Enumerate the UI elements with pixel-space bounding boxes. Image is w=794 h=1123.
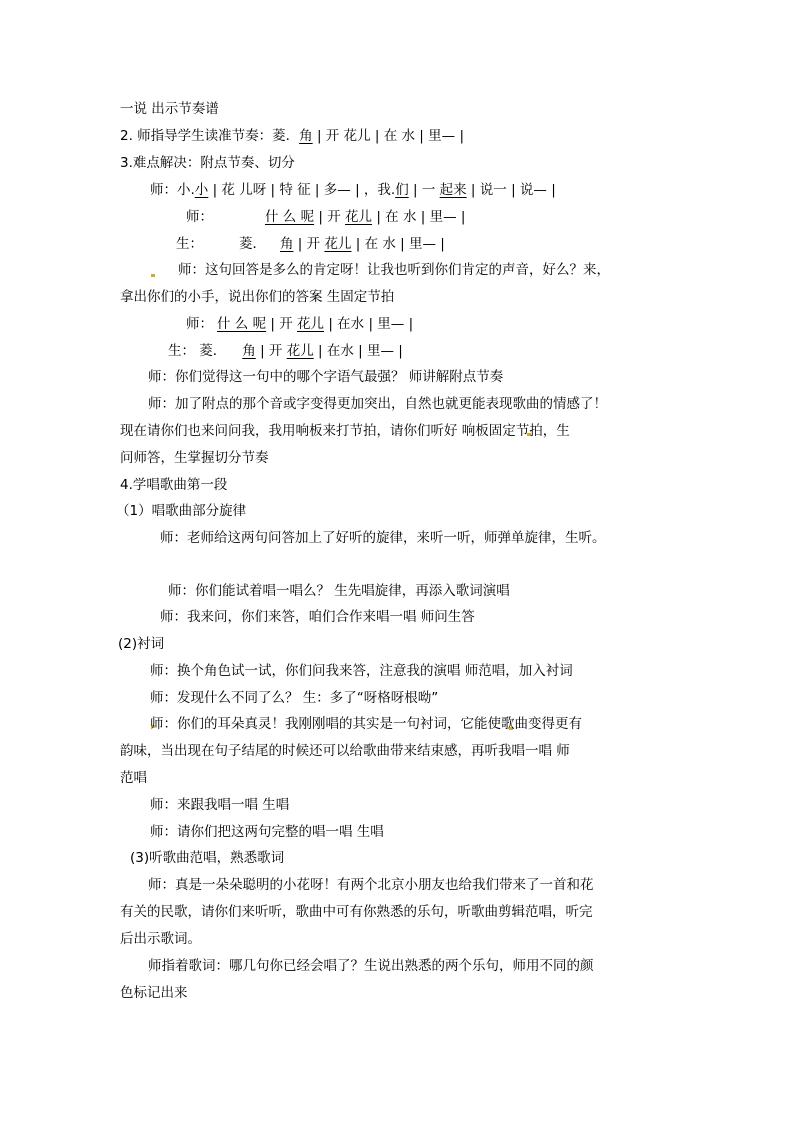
underlined-text: 花儿	[286, 343, 314, 359]
text-segment: | 一	[408, 182, 440, 198]
text-line: 范唱	[120, 770, 147, 786]
underlined-text: 们	[395, 182, 409, 198]
text-line: 问师答，生掌握切分节奏	[120, 450, 269, 466]
text-line: 师：你们觉得这一句中的哪个字语气最强？ 师讲解附点节奏	[148, 369, 504, 385]
underlined-text: 起来	[439, 182, 467, 198]
text-segment: | 开	[293, 236, 325, 252]
text-segment: 师：	[186, 316, 213, 332]
text-line: (2)衬词	[118, 636, 165, 652]
underlined-text: 角	[280, 236, 294, 252]
text-line: 师：请你们把这两句完整的唱一唱 生唱	[150, 824, 384, 840]
text-line: 师：我来问，你们来答，咱们合作来唱一唱 师问生答	[160, 609, 475, 625]
text-segment: 师：	[186, 209, 213, 225]
text-line: 韵味，当出现在句子结尾的时候还可以给歌曲带来结束感，再听我唱一唱 师	[120, 743, 570, 759]
text-line: 师：来跟我唱一唱 生唱	[150, 797, 290, 813]
text-line: (3)听歌曲范唱，熟悉歌词	[130, 850, 285, 866]
underlined-text: 花儿	[324, 236, 352, 252]
text-segment: 师：小.	[150, 182, 195, 198]
text-line: （1）唱歌曲部分旋律	[116, 503, 247, 519]
text-segment: 2. 师指导学生读准节奏：菱．	[120, 128, 300, 144]
text-line: 师：你们能试着唱一唱么？ 生先唱旋律，再添入歌词演唱	[168, 583, 510, 599]
underlined-text: 花儿	[297, 316, 325, 332]
underlined-text: 角	[242, 343, 256, 359]
text-line: 师指着歌词：哪几句你已经会唱了？生说出熟悉的两个乐句，师用不同的颜	[148, 958, 594, 974]
stray-mark	[151, 274, 155, 277]
text-segment: | 在水 | 里— |	[324, 316, 414, 332]
rhythm-line	[176, 234, 445, 254]
underlined-text: 角	[299, 128, 313, 144]
text-line: 师：发现什么不同了么？ 生：多了“呀格呀根呦”	[150, 690, 439, 706]
text-segment: 生：	[176, 236, 203, 252]
text-line: 后出示歌词。	[120, 931, 201, 947]
text-line: 4.学唱歌曲第一段	[120, 477, 228, 493]
text-line: 师：你们的耳朵真灵！我刚刚唱的其实是一句衬词，它能使歌曲变得更有	[150, 716, 582, 732]
rhythm-line	[168, 341, 403, 361]
text-segment: | 在水 | 里— |	[313, 343, 403, 359]
underlined-text: 什 么 呢	[265, 209, 315, 225]
text-segment: | 在 水 | 里— |	[351, 236, 445, 252]
text-segment: | 开	[314, 209, 346, 225]
text-segment: | 开	[266, 316, 298, 332]
underlined-text: 小	[194, 182, 209, 198]
text-line: 师：加了附点的那个音或字变得更加突出，自然也就更能表现歌曲的情感了！	[148, 396, 607, 412]
text-line: 师：换个角色试一试，你们问我来答，注意我的演唱 师范唱，加入衬词	[150, 663, 573, 679]
text-line: 色标记出来	[120, 985, 188, 1001]
text-segment: | 开 花儿 | 在 水 | 里— |	[312, 128, 464, 144]
rhythm-line	[186, 207, 465, 227]
text-line	[120, 126, 464, 146]
underlined-text: 花儿	[345, 209, 373, 225]
text-line: 现在请你们也来问问我，我用响板来打节拍，请你们听好 响板固定节拍，生	[120, 423, 570, 439]
text-segment: | 开	[255, 343, 287, 359]
rhythm-line	[186, 314, 413, 334]
text-line: 3.难点解决：附点节奏、切分	[120, 155, 295, 171]
text-line: 师：真是一朵朵聪明的小花呀！有两个北京小朋友也给我们带来了一首和花	[148, 877, 594, 893]
text-line: 一说 出示节奏谱	[120, 101, 219, 117]
text-segment: | 在 水 | 里— |	[372, 209, 466, 225]
underlined-text: 什 么 呢	[217, 316, 267, 332]
text-line: 有关的民歌，请你们来听听，歌曲中可有你熟悉的乐句，听歌曲剪辑范唱，听完	[120, 904, 593, 920]
text-segment: | 花 儿呀 | 特 征 | 多— | ，我.	[208, 182, 396, 198]
text-segment: 生： 菱．	[168, 343, 227, 359]
rhythm-line	[150, 180, 556, 200]
text-segment: 菱．	[239, 236, 266, 252]
text-line: 师：老师给这两句问答加上了好听的旋律，来听一听，师弹单旋律，生听。	[160, 530, 606, 546]
text-segment: | 说一 | 说— |	[466, 182, 556, 198]
text-line: 师：这句回答是多么的肯定呀！让我也听到你们肯定的声音，好么？来，	[178, 262, 610, 278]
text-line: 拿出你们的小手，说出你们的答案 生固定节拍	[120, 289, 395, 305]
